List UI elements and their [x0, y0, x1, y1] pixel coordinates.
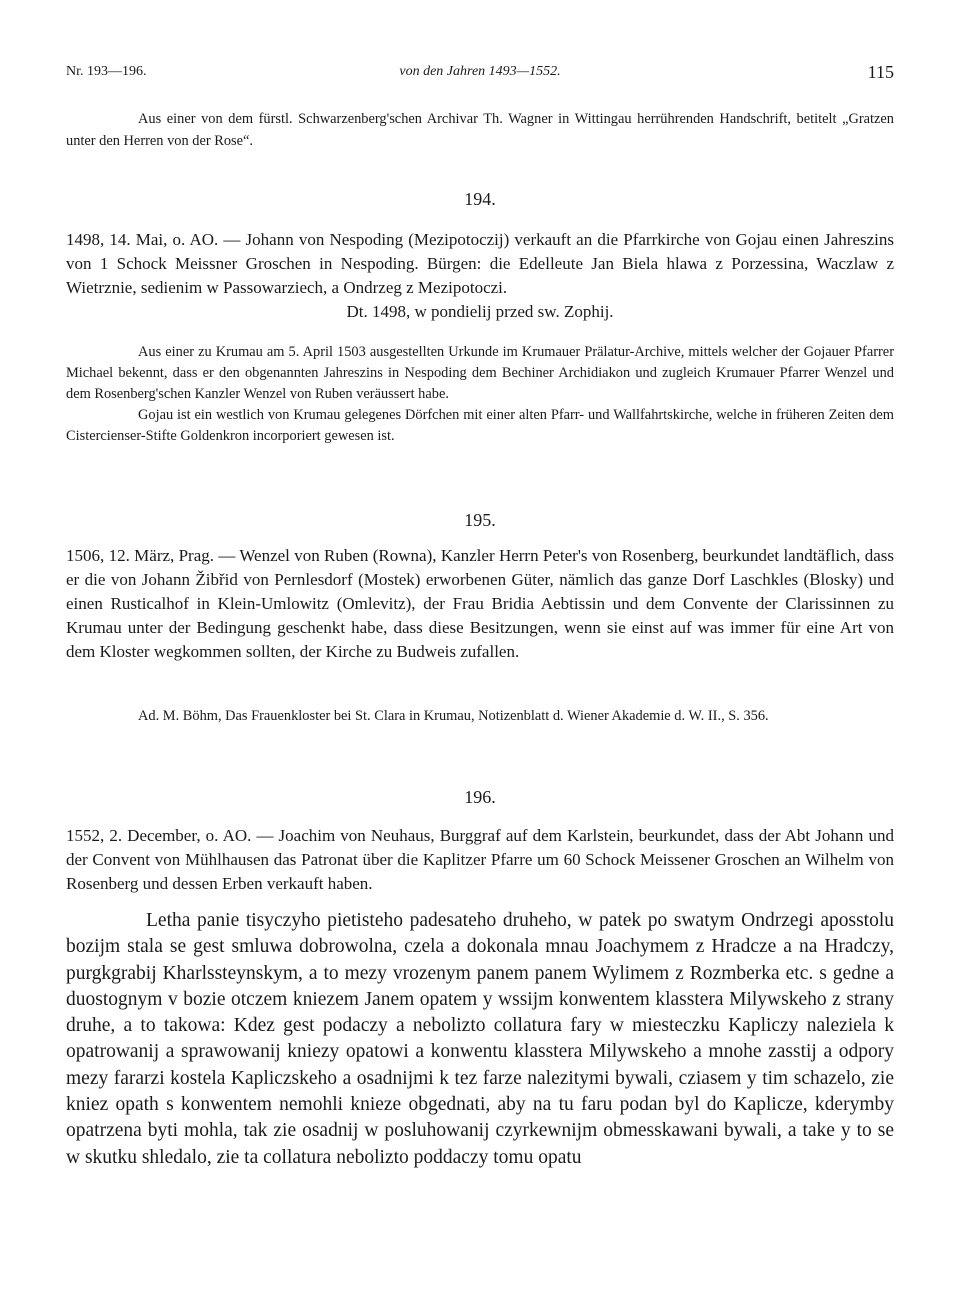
header-entry-range: Nr. 193—196. — [66, 64, 147, 79]
entry-195-source: Ad. M. Böhm, Das Frauenkloster bei St. Clara in Krumau, Notizenblatt d. Wiener Akademie d. W. II., S. 356. — [138, 708, 769, 724]
previous-entry-source-note: Aus einer von dem fürstl. Schwarzenberg'schen Archivar Th. Wagner in Wittingau herrührenden Handschrift, betitelt „Gratzen unter den Herren von der Rose“. — [66, 111, 894, 149]
entry-196-regest: 1552, 2. December, o. AO. — Joachim von Neuhaus, Burggraf auf dem Karlstein, beurkundet, dass der Abt Johann und der Convent von Mühlhausen das Patronat über die Kaplitzer Pfarre um 60 Schock Meissener Groschen an Wilhelm von Rosenberg und dessen Erben verkauft haben. — [66, 826, 894, 893]
entry-number-196: 196. — [464, 787, 496, 807]
entry-number-194: 194. — [464, 189, 496, 209]
page-number: 115 — [867, 62, 894, 82]
running-header — [66, 60, 894, 84]
entry-196-document-text: Letha panie tisyczyho pietisteho padesateho druheho, w patek po swatym Ondrzegi aposstolu bozijm stala se gest smluwa dobrowolna, czela a dokonala mnau Joachymem z Hradcze a na Hradczy, purgkgrabij Kharlssteynskym, a to mezy vrozenym panem panem Wylimem z Rozmberka etc. s gedne a duostognym v bozie otczem kniezem Janem opatem y wssijm konwentem klasstera Milywskeho z strany druhe, a to takowa: Kdez gest podaczy a nebolizto collatura fary w miesteczku Kapliczy naleziela k opatrowanij a sprawowanij kniezy opatowi a konwentu klasstera Milywskeho a mnohe zasstij a odpory mezy fararzi kostela Kapliczskeho a osadnijmi k tez farze nalezitymi bywali, cziasem y tim schazelo, zie kniez opath s konwentem nemohli knieze obgednati, aby na tu faru podan byl do Kaplicze, kderymby opatrzena byti mohla, tak zie osadnij w posluhowanij czyrkewnijm obmesskawani bywali, a take y to se w skutku shledalo, zie ta collatura nebolizto poddaczy tomu opatu — [66, 910, 894, 1168]
entry-194-dating: Dt. 1498, w pondielij przed sw. Zophij. — [346, 302, 614, 321]
entry-195-regest: 1506, 12. März, Prag. — Wenzel von Ruben (Rowna), Kanzler Herrn Peter's von Rosenberg, beurkundet landtäflich, dass er die von Johann Žibřid von Pernlesdorf (Mostek) erworbenen Güter, nämlich das ganze Dorf Laschkles (Blosky) und einen Rusticalhof in Klein-Umlowitz (Omlevitz), der Frau Bridia Aebtissin und dem Convente der Clarissinnen zu Krumau unter der Bedingung geschenkt habe, dass diese Besitzungen, wenn sie einst auf was immer für eine Art von dem Kloster wegkommen sollten, der Kirche zu Budweis zufallen. — [66, 546, 894, 661]
entry-194-regest: 1498, 14. Mai, o. AO. — Johann von Nespoding (Mezipotoczij) verkauft an die Pfarrkirche von Gojau einen Jahreszins von 1 Schock Meissner Groschen in Nespoding. Bürgen: die Edelleute Jan Biela hlawa z Porzessina, Waczlaw z Wietrznie, sedienim w Passowarziech, a Ondrzeg z Mezipotoczi. Dt. 1498, w pondielij przed sw. Zophij. — [66, 228, 894, 324]
header-year-range: von den Jahren 1493—1552. — [399, 64, 561, 79]
entry-194-note: Gojau ist ein westlich von Krumau gelegenes Dörfchen mit einer alten Pfarr- und Wallfahrtskirche, welche in früheren Zeiten dem Cistercienser-Stifte Goldenkron incorporiert gewesen ist. — [66, 407, 894, 444]
entry-194-source: Aus einer zu Krumau am 5. April 1503 ausgestellten Urkunde im Krumauer Prälatur-Archive, mittels welcher der Gojauer Pfarrer Michael bekennt, dass er den obgenannten Jahreszins in Nespoding dem Bechiner Archidiakon und zugleich Krumauer Pfarrer Wenzel und dem Rosenberg'schen Kanzler Wenzel von Ruben veräussert habe. Gojau ist ein westlich von Krumau gelegenes Dörfchen mit einer alten Pfarr- und Wallfahrtskirche, welche in früheren Zeiten dem Cistercienser-Stifte Goldenkron incorporiert gewesen ist. — [66, 342, 894, 447]
entry-number-195: 195. — [464, 510, 496, 530]
